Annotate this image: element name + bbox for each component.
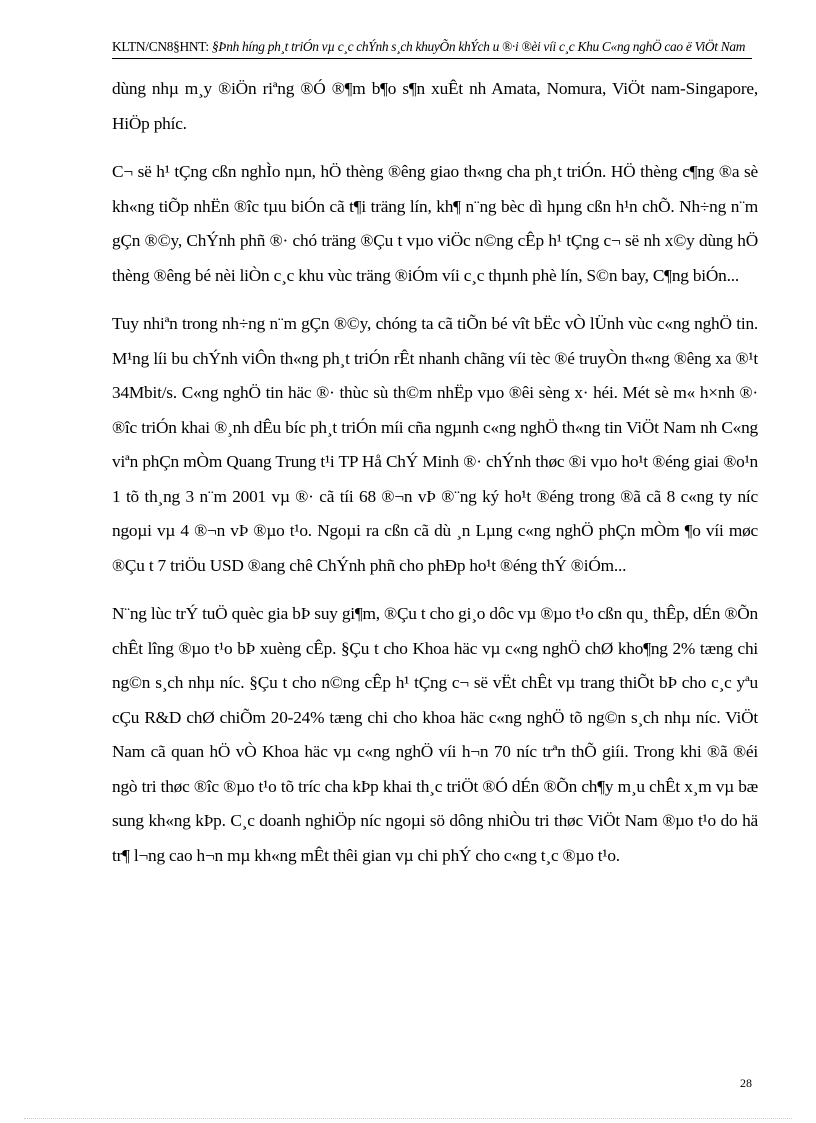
paragraph-3: Tuy nhiªn trong nh÷ng n¨m gÇn ®©y, chóng ta cã tiÕn bé vît bËc vÒ lÜnh vùc c«ng nghÖ tin. M¹ng líi bu chÝnh viÔn th«ng ph¸t triÓn rÊt nhanh chãng víi tèc ®é truyÒn th«ng ®êng xa ®¹t 34Mbit/s. C«ng nghÖ tin häc ®· thùc sù th©m nhËp vµo ®êi sèng x· héi. Mét sè m« h×nh ®· ®îc triÓn khai ®¸nh dÊu bíc ph¸t triÓn míi cña ngµnh c«ng nghÖ th«ng tin ViÖt Nam nh C«ng viªn phÇn mÒm Quang Trung t¹i TP Hå ChÝ Minh ®· chÝnh thøc ®i vµo ho¹t ®éng giai ®o¹n 1 tõ th¸ng 3 n¨m 2001 vµ ®· cã tíi 68 ®¬n vÞ ®¨ng ký ho¹t ®éng trong ®ã cã 8 c«ng ty níc ngoµi vµ 4 ®¬n vÞ ®µo t¹o. Ngoµi ra cßn cã dù ¸n Lµng c«ng nghÖ phÇn mÒm ¶o víi møc ®Çu t 7 triÖu USD ®ang chê ChÝnh phñ cho phÐp ho¹t ®éng thÝ ®iÓm... <box>112 314 758 575</box>
header-title: §Þnh híng ph¸t triÓn vµ c¸c chÝnh s¸ch khuyÕn khÝch u ®·i ®èi víi c¸c Khu C«ng nghÖ cao ë ViÖt Nam <box>211 39 746 54</box>
paragraph-2: C¬ së h¹ tÇng cßn nghÌo nµn, hÖ thèng ®êng giao th«ng cha ph¸t triÓn. HÖ thèng c¶ng ®a sè kh«ng tiÕp nhËn ®îc tµu biÓn cã t¶i träng lín, kh¶ n¨ng bèc dì hµng cßn h¹n chÕ. Nh÷ng n¨m gÇn ®©y, ChÝnh phñ ®· chó träng ®Çu t vµo viÖc n©ng cÊp h¹ tÇng c¬ së nh x©y dùng hÖ thèng ®êng bé nèi liÒn c¸c khu vùc träng ®iÓm víi c¸c thµnh phè lín, S©n bay, C¶ng biÓn... <box>112 162 758 285</box>
body-text <box>112 72 758 887</box>
page-number: 28 <box>740 1076 752 1090</box>
paragraph-4: N¨ng lùc trÝ tuÖ quèc gia bÞ suy gi¶m, ®Çu t cho gi¸o dôc vµ ®µo t¹o cßn qu¸ thÊp, dÉn ®Õn chÊt lîng ®µo t¹o bÞ xuèng cÊp. §Çu t cho Khoa häc vµ c«ng nghÖ chØ kho¶ng 2% tæng chi ng©n s¸ch nhµ níc. §Çu t cho n©ng cÊp h¹ tÇng c¬ së vËt chÊt vµ trang thiÕt bÞ cho c¸c yªu cÇu R&D chØ chiÕm 20-24% tæng chi cho khoa häc c«ng nghÖ tõ ng©n s¸ch nhµ níc. ViÖt Nam cã quan hÖ vÒ Khoa häc vµ c«ng nghÖ víi h¬n 70 níc trªn thÕ giíi. Trong khi ®ã ®éi ngò tri thøc ®îc ®µo t¹o tõ tríc cha kÞp khai th¸c triÖt ®Ó dÉn ®Õn ch¶y m¸u chÊt x¸m vµ bæ sung kh«ng kÞp. C¸c doanh nghiÖp níc ngoµi sö dông nhiÒu tri thøc ViÖt Nam ®µo t¹o do hä tr¶ l¬ng cao h¬n mµ kh«ng mÊt thêi gian vµ chi phÝ cho c«ng t¸c ®µo t¹o. <box>112 604 758 865</box>
page-bottom-divider <box>24 1118 792 1119</box>
running-header <box>112 39 752 59</box>
header-code: KLTN/CN8§HNT: <box>112 39 209 54</box>
paragraph-1: dùng nhµ m¸y ®iÖn riªng ®Ó ®¶m b¶o s¶n xuÊt nh Amata, Nomura, ViÖt nam-Singapore, HiÖp phíc. <box>112 79 758 133</box>
